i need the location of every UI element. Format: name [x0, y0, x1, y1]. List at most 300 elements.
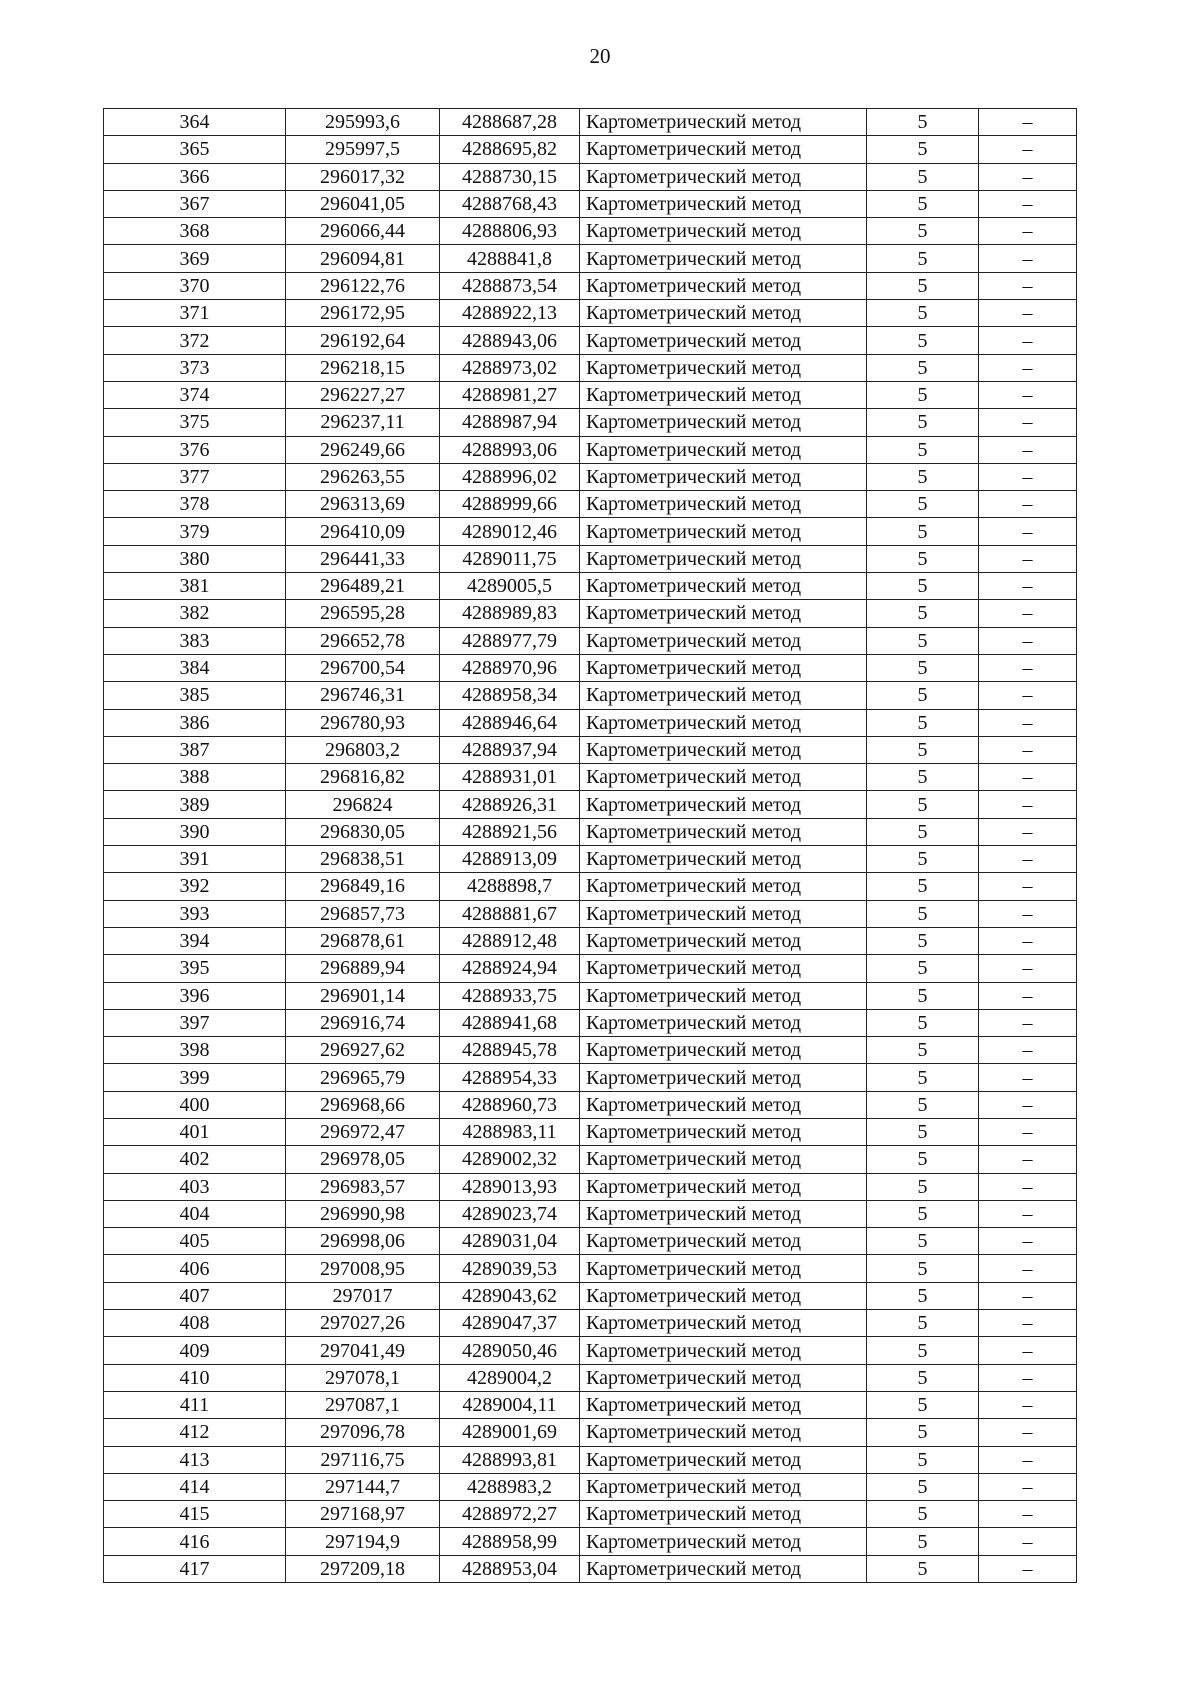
y-coordinate-cell: 4288933,75 — [440, 982, 580, 1009]
y-coordinate-cell: 4288768,43 — [440, 190, 580, 217]
dash-cell: – — [979, 1118, 1077, 1145]
x-coordinate-cell: 296968,66 — [286, 1091, 440, 1118]
y-coordinate-cell: 4288970,96 — [440, 654, 580, 681]
dash-cell: – — [979, 682, 1077, 709]
x-coordinate-cell: 296983,57 — [286, 1173, 440, 1200]
y-coordinate-cell: 4289011,75 — [440, 545, 580, 572]
page-number: 20 — [589, 44, 611, 68]
dash-cell: – — [979, 1146, 1077, 1173]
method-cell: Картометрический метод — [580, 627, 867, 654]
method-cell: Картометрический метод — [580, 1091, 867, 1118]
precision-cell: 5 — [867, 955, 979, 982]
x-coordinate-cell: 296094,81 — [286, 245, 440, 272]
method-cell: Картометрический метод — [580, 736, 867, 763]
precision-cell: 5 — [867, 300, 979, 327]
x-coordinate-cell: 296410,09 — [286, 518, 440, 545]
x-coordinate-cell: 297209,18 — [286, 1555, 440, 1582]
table-row — [104, 1473, 1077, 1500]
precision-cell: 5 — [867, 927, 979, 954]
method-cell: Картометрический метод — [580, 190, 867, 217]
point-number-cell: 378 — [104, 491, 286, 518]
table-row — [104, 1009, 1077, 1036]
table-row — [104, 1501, 1077, 1528]
table-row — [104, 436, 1077, 463]
point-number-cell: 368 — [104, 218, 286, 245]
point-number-cell: 369 — [104, 245, 286, 272]
dash-cell: – — [979, 1228, 1077, 1255]
point-number-cell: 373 — [104, 354, 286, 381]
precision-cell: 5 — [867, 409, 979, 436]
method-cell: Картометрический метод — [580, 682, 867, 709]
precision-cell: 5 — [867, 1310, 979, 1337]
x-coordinate-cell: 296990,98 — [286, 1200, 440, 1227]
point-number-cell: 403 — [104, 1173, 286, 1200]
method-cell: Картометрический метод — [580, 1446, 867, 1473]
point-number-cell: 394 — [104, 927, 286, 954]
point-number-cell: 409 — [104, 1337, 286, 1364]
precision-cell: 5 — [867, 1009, 979, 1036]
dash-cell: – — [979, 1501, 1077, 1528]
point-number-cell: 411 — [104, 1391, 286, 1418]
table-row — [104, 1173, 1077, 1200]
table-row — [104, 627, 1077, 654]
precision-cell: 5 — [867, 1528, 979, 1555]
x-coordinate-cell: 296816,82 — [286, 764, 440, 791]
point-number-cell: 385 — [104, 682, 286, 709]
y-coordinate-cell: 4288881,67 — [440, 900, 580, 927]
table-row — [104, 736, 1077, 763]
x-coordinate-cell: 296901,14 — [286, 982, 440, 1009]
dash-cell: – — [979, 190, 1077, 217]
dash-cell: – — [979, 1310, 1077, 1337]
y-coordinate-cell: 4289050,46 — [440, 1337, 580, 1364]
point-number-cell: 380 — [104, 545, 286, 572]
dash-cell: – — [979, 163, 1077, 190]
precision-cell: 5 — [867, 654, 979, 681]
x-coordinate-cell: 297017 — [286, 1282, 440, 1309]
x-coordinate-cell: 296192,64 — [286, 327, 440, 354]
dash-cell: – — [979, 1009, 1077, 1036]
x-coordinate-cell: 297194,9 — [286, 1528, 440, 1555]
table-row — [104, 1310, 1077, 1337]
precision-cell: 5 — [867, 1364, 979, 1391]
point-number-cell: 408 — [104, 1310, 286, 1337]
point-number-cell: 383 — [104, 627, 286, 654]
x-coordinate-cell: 297116,75 — [286, 1446, 440, 1473]
point-number-cell: 415 — [104, 1501, 286, 1528]
y-coordinate-cell: 4288987,94 — [440, 409, 580, 436]
precision-cell: 5 — [867, 573, 979, 600]
dash-cell: – — [979, 1446, 1077, 1473]
point-number-cell: 399 — [104, 1064, 286, 1091]
method-cell: Картометрический метод — [580, 1255, 867, 1282]
table-row — [104, 1228, 1077, 1255]
y-coordinate-cell: 4288989,83 — [440, 600, 580, 627]
dash-cell: – — [979, 709, 1077, 736]
point-number-cell: 390 — [104, 818, 286, 845]
method-cell: Картометрический метод — [580, 545, 867, 572]
precision-cell: 5 — [867, 1501, 979, 1528]
method-cell: Картометрический метод — [580, 409, 867, 436]
y-coordinate-cell: 4288960,73 — [440, 1091, 580, 1118]
x-coordinate-cell: 296227,27 — [286, 381, 440, 408]
table-row — [104, 709, 1077, 736]
x-coordinate-cell: 295993,6 — [286, 109, 440, 136]
method-cell: Картометрический метод — [580, 573, 867, 600]
table-row — [104, 927, 1077, 954]
method-cell: Картометрический метод — [580, 245, 867, 272]
x-coordinate-cell: 296066,44 — [286, 218, 440, 245]
table-row — [104, 1391, 1077, 1418]
precision-cell: 5 — [867, 791, 979, 818]
point-number-cell: 398 — [104, 1037, 286, 1064]
method-cell: Картометрический метод — [580, 518, 867, 545]
method-cell: Картометрический метод — [580, 1337, 867, 1364]
table-row — [104, 409, 1077, 436]
y-coordinate-cell: 4289031,04 — [440, 1228, 580, 1255]
method-cell: Картометрический метод — [580, 1146, 867, 1173]
method-cell: Картометрический метод — [580, 218, 867, 245]
table-row — [104, 682, 1077, 709]
y-coordinate-cell: 4289047,37 — [440, 1310, 580, 1337]
y-coordinate-cell: 4288926,31 — [440, 791, 580, 818]
point-number-cell: 393 — [104, 900, 286, 927]
method-cell: Картометрический метод — [580, 463, 867, 490]
point-number-cell: 414 — [104, 1473, 286, 1500]
dash-cell: – — [979, 900, 1077, 927]
table-row — [104, 1555, 1077, 1582]
table-row — [104, 136, 1077, 163]
table-row — [104, 1146, 1077, 1173]
precision-cell: 5 — [867, 163, 979, 190]
point-number-cell: 365 — [104, 136, 286, 163]
x-coordinate-cell: 297041,49 — [286, 1337, 440, 1364]
table-row — [104, 218, 1077, 245]
y-coordinate-cell: 4289005,5 — [440, 573, 580, 600]
precision-cell: 5 — [867, 736, 979, 763]
point-number-cell: 384 — [104, 654, 286, 681]
x-coordinate-cell: 296878,61 — [286, 927, 440, 954]
point-number-cell: 391 — [104, 846, 286, 873]
table-body — [104, 109, 1077, 1583]
x-coordinate-cell: 297078,1 — [286, 1364, 440, 1391]
dash-cell: – — [979, 654, 1077, 681]
y-coordinate-cell: 4288913,09 — [440, 846, 580, 873]
table-row — [104, 1419, 1077, 1446]
dash-cell: – — [979, 736, 1077, 763]
x-coordinate-cell: 295997,5 — [286, 136, 440, 163]
point-number-cell: 366 — [104, 163, 286, 190]
precision-cell: 5 — [867, 354, 979, 381]
table-row — [104, 955, 1077, 982]
dash-cell: – — [979, 1337, 1077, 1364]
method-cell: Картометрический метод — [580, 709, 867, 736]
precision-cell: 5 — [867, 1337, 979, 1364]
point-number-cell: 406 — [104, 1255, 286, 1282]
table-row — [104, 1528, 1077, 1555]
point-number-cell: 367 — [104, 190, 286, 217]
method-cell: Картометрический метод — [580, 109, 867, 136]
table-row — [104, 982, 1077, 1009]
point-number-cell: 395 — [104, 955, 286, 982]
precision-cell: 5 — [867, 136, 979, 163]
dash-cell: – — [979, 136, 1077, 163]
table-row — [104, 764, 1077, 791]
y-coordinate-cell: 4288977,79 — [440, 627, 580, 654]
x-coordinate-cell: 296700,54 — [286, 654, 440, 681]
x-coordinate-cell: 296218,15 — [286, 354, 440, 381]
y-coordinate-cell: 4288983,11 — [440, 1118, 580, 1145]
method-cell: Картометрический метод — [580, 1282, 867, 1309]
precision-cell: 5 — [867, 682, 979, 709]
x-coordinate-cell: 296489,21 — [286, 573, 440, 600]
dash-cell: – — [979, 1282, 1077, 1309]
x-coordinate-cell: 296972,47 — [286, 1118, 440, 1145]
point-number-cell: 389 — [104, 791, 286, 818]
precision-cell: 5 — [867, 245, 979, 272]
dash-cell: – — [979, 927, 1077, 954]
method-cell: Картометрический метод — [580, 982, 867, 1009]
method-cell: Картометрический метод — [580, 1528, 867, 1555]
table-row — [104, 573, 1077, 600]
x-coordinate-cell: 297027,26 — [286, 1310, 440, 1337]
x-coordinate-cell: 296249,66 — [286, 436, 440, 463]
precision-cell: 5 — [867, 1391, 979, 1418]
point-number-cell: 396 — [104, 982, 286, 1009]
dash-cell: – — [979, 1528, 1077, 1555]
precision-cell: 5 — [867, 1555, 979, 1582]
y-coordinate-cell: 4288972,27 — [440, 1501, 580, 1528]
precision-cell: 5 — [867, 900, 979, 927]
method-cell: Картометрический метод — [580, 1364, 867, 1391]
y-coordinate-cell: 4288958,34 — [440, 682, 580, 709]
table-row — [104, 518, 1077, 545]
method-cell: Картометрический метод — [580, 955, 867, 982]
precision-cell: 5 — [867, 272, 979, 299]
table-row — [104, 1200, 1077, 1227]
table-row — [104, 545, 1077, 572]
x-coordinate-cell: 296889,94 — [286, 955, 440, 982]
method-cell: Картометрический метод — [580, 873, 867, 900]
y-coordinate-cell: 4289002,32 — [440, 1146, 580, 1173]
dash-cell: – — [979, 1064, 1077, 1091]
precision-cell: 5 — [867, 1228, 979, 1255]
x-coordinate-cell: 296172,95 — [286, 300, 440, 327]
method-cell: Картометрический метод — [580, 1555, 867, 1582]
y-coordinate-cell: 4289012,46 — [440, 518, 580, 545]
dash-cell: – — [979, 873, 1077, 900]
y-coordinate-cell: 4288996,02 — [440, 463, 580, 490]
method-cell: Картометрический метод — [580, 300, 867, 327]
method-cell: Картометрический метод — [580, 600, 867, 627]
dash-cell: – — [979, 109, 1077, 136]
table-row — [104, 873, 1077, 900]
y-coordinate-cell: 4288993,81 — [440, 1446, 580, 1473]
table-row — [104, 491, 1077, 518]
method-cell: Картометрический метод — [580, 764, 867, 791]
method-cell: Картометрический метод — [580, 1419, 867, 1446]
precision-cell: 5 — [867, 1282, 979, 1309]
y-coordinate-cell: 4288937,94 — [440, 736, 580, 763]
table-row — [104, 1446, 1077, 1473]
dash-cell: – — [979, 272, 1077, 299]
dash-cell: – — [979, 846, 1077, 873]
precision-cell: 5 — [867, 381, 979, 408]
precision-cell: 5 — [867, 491, 979, 518]
point-number-cell: 404 — [104, 1200, 286, 1227]
table-row — [104, 190, 1077, 217]
point-number-cell: 400 — [104, 1091, 286, 1118]
point-number-cell: 371 — [104, 300, 286, 327]
dash-cell: – — [979, 1555, 1077, 1582]
table-row — [104, 1037, 1077, 1064]
x-coordinate-cell: 297168,97 — [286, 1501, 440, 1528]
y-coordinate-cell: 4288954,33 — [440, 1064, 580, 1091]
method-cell: Картометрический метод — [580, 846, 867, 873]
dash-cell: – — [979, 245, 1077, 272]
method-cell: Картометрический метод — [580, 654, 867, 681]
point-number-cell: 372 — [104, 327, 286, 354]
y-coordinate-cell: 4288945,78 — [440, 1037, 580, 1064]
dash-cell: – — [979, 545, 1077, 572]
point-number-cell: 370 — [104, 272, 286, 299]
dash-cell: – — [979, 1200, 1077, 1227]
point-number-cell: 377 — [104, 463, 286, 490]
y-coordinate-cell: 4289004,11 — [440, 1391, 580, 1418]
precision-cell: 5 — [867, 818, 979, 845]
y-coordinate-cell: 4289043,62 — [440, 1282, 580, 1309]
method-cell: Картометрический метод — [580, 1228, 867, 1255]
dash-cell: – — [979, 1391, 1077, 1418]
dash-cell: – — [979, 1091, 1077, 1118]
table-row — [104, 272, 1077, 299]
y-coordinate-cell: 4288912,48 — [440, 927, 580, 954]
precision-cell: 5 — [867, 1173, 979, 1200]
point-number-cell: 410 — [104, 1364, 286, 1391]
point-number-cell: 381 — [104, 573, 286, 600]
dash-cell: – — [979, 518, 1077, 545]
point-number-cell: 401 — [104, 1118, 286, 1145]
x-coordinate-cell: 296780,93 — [286, 709, 440, 736]
x-coordinate-cell: 296017,32 — [286, 163, 440, 190]
point-number-cell: 375 — [104, 409, 286, 436]
x-coordinate-cell: 296824 — [286, 791, 440, 818]
dash-cell: – — [979, 573, 1077, 600]
point-number-cell: 379 — [104, 518, 286, 545]
x-coordinate-cell: 296857,73 — [286, 900, 440, 927]
precision-cell: 5 — [867, 709, 979, 736]
dash-cell: – — [979, 955, 1077, 982]
y-coordinate-cell: 4288941,68 — [440, 1009, 580, 1036]
method-cell: Картометрический метод — [580, 1118, 867, 1145]
method-cell: Картометрический метод — [580, 1310, 867, 1337]
point-number-cell: 412 — [104, 1419, 286, 1446]
table-row — [104, 381, 1077, 408]
table-row — [104, 654, 1077, 681]
table-row — [104, 109, 1077, 136]
precision-cell: 5 — [867, 463, 979, 490]
method-cell: Картометрический метод — [580, 1473, 867, 1500]
method-cell: Картометрический метод — [580, 1391, 867, 1418]
method-cell: Картометрический метод — [580, 1200, 867, 1227]
precision-cell: 5 — [867, 1473, 979, 1500]
method-cell: Картометрический метод — [580, 163, 867, 190]
table-row — [104, 1337, 1077, 1364]
x-coordinate-cell: 296830,05 — [286, 818, 440, 845]
x-coordinate-cell: 296441,33 — [286, 545, 440, 572]
dash-cell: – — [979, 491, 1077, 518]
y-coordinate-cell: 4289004,2 — [440, 1364, 580, 1391]
y-coordinate-cell: 4288873,54 — [440, 272, 580, 299]
method-cell: Картометрический метод — [580, 1501, 867, 1528]
point-number-cell: 374 — [104, 381, 286, 408]
dash-cell: – — [979, 327, 1077, 354]
point-number-cell: 364 — [104, 109, 286, 136]
x-coordinate-cell: 296838,51 — [286, 846, 440, 873]
point-number-cell: 388 — [104, 764, 286, 791]
y-coordinate-cell: 4288958,99 — [440, 1528, 580, 1555]
dash-cell: – — [979, 982, 1077, 1009]
point-number-cell: 387 — [104, 736, 286, 763]
table-row — [104, 463, 1077, 490]
table-row — [104, 354, 1077, 381]
dash-cell: – — [979, 1473, 1077, 1500]
y-coordinate-cell: 4288953,04 — [440, 1555, 580, 1582]
x-coordinate-cell: 296978,05 — [286, 1146, 440, 1173]
y-coordinate-cell: 4288999,66 — [440, 491, 580, 518]
y-coordinate-cell: 4288931,01 — [440, 764, 580, 791]
dash-cell: – — [979, 218, 1077, 245]
point-number-cell: 416 — [104, 1528, 286, 1555]
y-coordinate-cell: 4288983,2 — [440, 1473, 580, 1500]
y-coordinate-cell: 4289013,93 — [440, 1173, 580, 1200]
y-coordinate-cell: 4288993,06 — [440, 436, 580, 463]
dash-cell: – — [979, 600, 1077, 627]
y-coordinate-cell: 4288695,82 — [440, 136, 580, 163]
dash-cell: – — [979, 818, 1077, 845]
y-coordinate-cell: 4288806,93 — [440, 218, 580, 245]
precision-cell: 5 — [867, 1091, 979, 1118]
x-coordinate-cell: 296652,78 — [286, 627, 440, 654]
point-number-cell: 417 — [104, 1555, 286, 1582]
method-cell: Картометрический метод — [580, 818, 867, 845]
point-number-cell: 382 — [104, 600, 286, 627]
dash-cell: – — [979, 436, 1077, 463]
method-cell: Картометрический метод — [580, 327, 867, 354]
table-row — [104, 1091, 1077, 1118]
x-coordinate-cell: 296803,2 — [286, 736, 440, 763]
method-cell: Картометрический метод — [580, 436, 867, 463]
x-coordinate-cell: 297144,7 — [286, 1473, 440, 1500]
dash-cell: – — [979, 463, 1077, 490]
table-row — [104, 818, 1077, 845]
x-coordinate-cell: 296263,55 — [286, 463, 440, 490]
method-cell: Картометрический метод — [580, 1009, 867, 1036]
method-cell: Картометрический метод — [580, 927, 867, 954]
dash-cell: – — [979, 791, 1077, 818]
precision-cell: 5 — [867, 218, 979, 245]
y-coordinate-cell: 4288898,7 — [440, 873, 580, 900]
point-number-cell: 405 — [104, 1228, 286, 1255]
table-row — [104, 1118, 1077, 1145]
x-coordinate-cell: 297008,95 — [286, 1255, 440, 1282]
x-coordinate-cell: 296595,28 — [286, 600, 440, 627]
precision-cell: 5 — [867, 109, 979, 136]
precision-cell: 5 — [867, 1064, 979, 1091]
point-number-cell: 407 — [104, 1282, 286, 1309]
table-row — [104, 245, 1077, 272]
point-number-cell: 392 — [104, 873, 286, 900]
